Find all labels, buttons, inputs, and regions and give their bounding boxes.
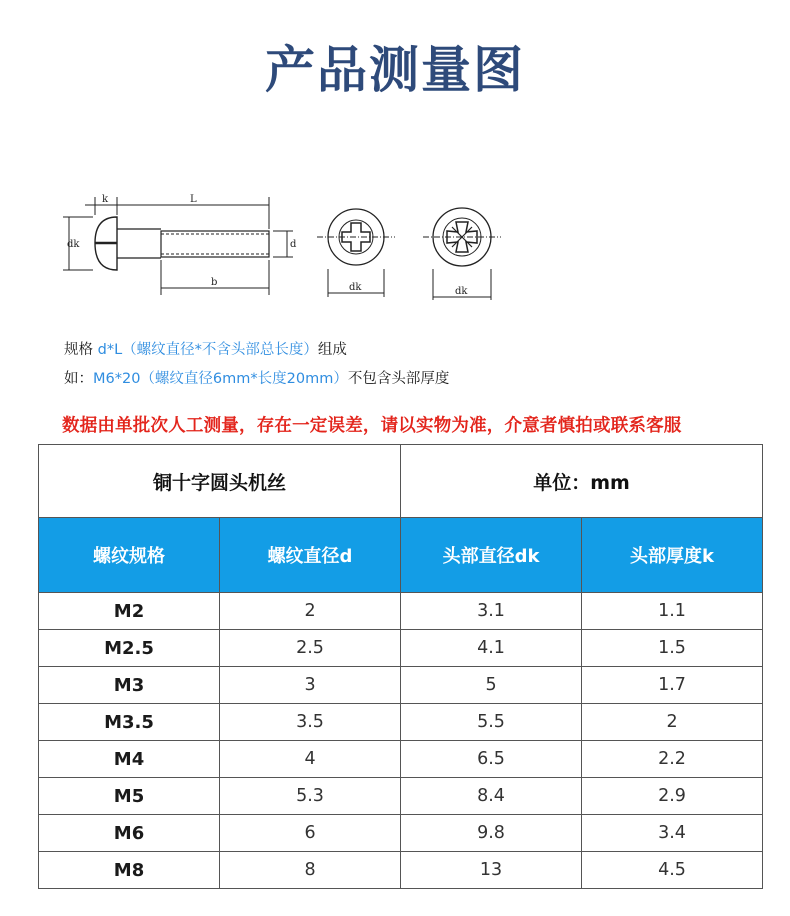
cell-spec: M2.5 xyxy=(39,630,220,667)
table-row xyxy=(39,593,763,630)
table-row xyxy=(39,778,763,815)
cell-d: 2.5 xyxy=(220,630,401,667)
table-row xyxy=(39,630,763,667)
label-k: k xyxy=(102,194,109,205)
table-row xyxy=(39,741,763,778)
header-thread-diameter: 螺纹直径d xyxy=(220,518,401,593)
header-thread-spec: 螺纹规格 xyxy=(39,518,220,593)
cell-k: 4.5 xyxy=(582,852,763,889)
size-table xyxy=(38,444,763,889)
cell-d: 4 xyxy=(220,741,401,778)
cell-d: 5.3 xyxy=(220,778,401,815)
table-row xyxy=(39,704,763,741)
cell-spec: M3 xyxy=(39,667,220,704)
spec-line-1-highlight: d*L（螺纹直径*不含头部总长度） xyxy=(97,342,318,358)
cell-spec: M8 xyxy=(39,852,220,889)
cell-d: 2 xyxy=(220,593,401,630)
label-L: L xyxy=(190,194,197,205)
cell-dk: 5.5 xyxy=(401,704,582,741)
cell-k: 1.1 xyxy=(582,593,763,630)
spec-line-2-highlight: M6*20（螺纹直径6mm*长度20mm） xyxy=(93,371,348,387)
cell-k: 1.5 xyxy=(582,630,763,667)
cell-dk: 8.4 xyxy=(401,778,582,815)
cell-dk: 4.1 xyxy=(401,630,582,667)
cell-dk: 13 xyxy=(401,852,582,889)
measurement-warning: 数据由单批次人工测量，存在一定误差，请以实物为准，介意者慎拍或联系客服 xyxy=(62,416,682,436)
table-row xyxy=(39,852,763,889)
cell-k: 2.9 xyxy=(582,778,763,815)
table-title-row xyxy=(39,445,763,518)
cell-dk: 6.5 xyxy=(401,741,582,778)
unit-label: 单位：mm xyxy=(401,445,763,518)
cell-spec: M2 xyxy=(39,593,220,630)
label-b: b xyxy=(211,277,218,288)
cell-k: 2 xyxy=(582,704,763,741)
cell-spec: M4 xyxy=(39,741,220,778)
cell-dk: 5 xyxy=(401,667,582,704)
spec-line-1-prefix: 规格 xyxy=(64,342,98,358)
table-header-row xyxy=(39,518,763,593)
screw-measurement-diagram xyxy=(55,185,515,310)
cell-d: 8 xyxy=(220,852,401,889)
cell-k: 3.4 xyxy=(582,815,763,852)
cell-dk: 3.1 xyxy=(401,593,582,630)
cell-spec: M3.5 xyxy=(39,704,220,741)
table-row xyxy=(39,667,763,704)
spec-line-2-prefix: 如： xyxy=(64,371,93,387)
label-d: d xyxy=(290,239,297,250)
cell-d: 6 xyxy=(220,815,401,852)
cell-dk: 9.8 xyxy=(401,815,582,852)
spec-line-2 xyxy=(64,367,449,388)
cell-spec: M6 xyxy=(39,815,220,852)
header-head-thickness: 头部厚度k xyxy=(582,518,763,593)
page-title: 产品测量图 xyxy=(265,41,525,99)
header-head-diameter: 头部直径dk xyxy=(401,518,582,593)
label-dk-side: dk xyxy=(67,239,80,250)
cell-d: 3 xyxy=(220,667,401,704)
label-dk-top1: dk xyxy=(349,282,362,293)
cell-k: 1.7 xyxy=(582,667,763,704)
label-dk-top2: dk xyxy=(455,286,468,297)
table-row xyxy=(39,815,763,852)
cell-k: 2.2 xyxy=(582,741,763,778)
cell-spec: M5 xyxy=(39,778,220,815)
spec-line-2-suffix: 不包含头部厚度 xyxy=(347,371,450,387)
spec-line-1 xyxy=(64,338,347,359)
spec-line-1-suffix: 组成 xyxy=(317,342,347,358)
product-name: 铜十字圆头机丝 xyxy=(39,445,401,518)
cell-d: 3.5 xyxy=(220,704,401,741)
